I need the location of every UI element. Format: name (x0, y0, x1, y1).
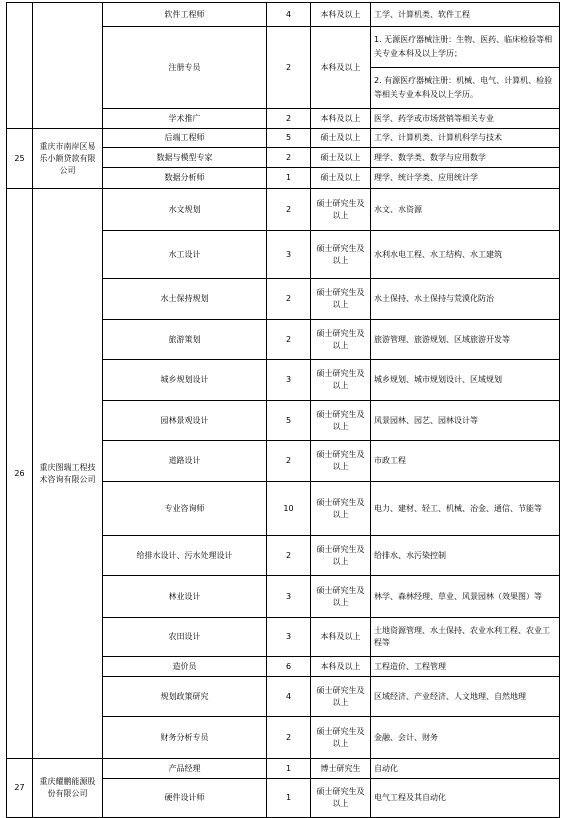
job-title-cell: 硬件设计师 (103, 779, 267, 818)
company-name-cell (33, 3, 103, 129)
major-cell: 金融、会计、财务 (371, 717, 560, 759)
education-cell: 硕士研究生及以上 (311, 536, 371, 576)
headcount-cell: 2 (267, 189, 311, 231)
headcount-cell: 5 (267, 129, 311, 148)
education-cell: 本科及以上 (311, 3, 371, 27)
headcount-cell: 2 (267, 27, 311, 109)
major-cell: 电气工程及其自动化 (371, 779, 560, 818)
job-title-cell: 专业咨询师 (103, 482, 267, 536)
table-row (7, 189, 560, 231)
major-cell: 电力、建材、轻工、机械、冶金、通信、节能等 (371, 482, 560, 536)
job-title-cell: 城乡规划设计 (103, 360, 267, 401)
major-cell: 1. 无源医疗器械注册：生物、医药、临床检验等相关专业本科及以上学历； (371, 27, 560, 68)
headcount-cell: 2 (267, 536, 311, 576)
table-row (7, 3, 560, 27)
job-title-cell: 水土保持规划 (103, 279, 267, 320)
headcount-cell: 2 (267, 441, 311, 482)
education-cell: 硕士研究生及以上 (311, 441, 371, 482)
job-title-cell: 水工设计 (103, 231, 267, 279)
major-cell: 市政工程 (371, 441, 560, 482)
headcount-cell: 3 (267, 618, 311, 657)
job-title-cell: 园林景观设计 (103, 401, 267, 441)
job-title-cell: 后端工程师 (103, 129, 267, 148)
major-cell: 旅游管理、旅游规划、区域旅游开发等 (371, 320, 560, 360)
education-cell: 硕士研究生及以上 (311, 231, 371, 279)
major-cell: 给排水、水污染控制 (371, 536, 560, 576)
education-cell: 本科及以上 (311, 27, 371, 109)
company-name-cell: 重庆图瑞工程技术咨询有限公司 (33, 189, 103, 759)
major-cell: 风景园林、园艺、园林设计等 (371, 401, 560, 441)
serial-number-cell: 27 (7, 759, 33, 818)
education-cell: 硕士及以上 (311, 168, 371, 189)
company-name-cell: 重庆市南岸区易乐小额贷款有限公司 (33, 129, 103, 189)
serial-number-cell: 26 (7, 189, 33, 759)
table-row (7, 759, 560, 779)
job-title-cell: 数据与模型专家 (103, 148, 267, 168)
job-title-cell: 水文规划 (103, 189, 267, 231)
education-cell: 本科及以上 (311, 657, 371, 677)
headcount-cell: 2 (267, 148, 311, 168)
major-cell: 理学、统计学类、应用统计学 (371, 168, 560, 189)
major-cell: 城乡规划、城市规划设计、区域规划 (371, 360, 560, 401)
serial-number-cell (7, 3, 33, 129)
education-cell: 硕士研究生及以上 (311, 482, 371, 536)
headcount-cell: 1 (267, 779, 311, 818)
job-title-cell: 给排水设计、污水处理设计 (103, 536, 267, 576)
headcount-cell: 3 (267, 231, 311, 279)
major-cell: 工学、计算机类、计算机科学与技术 (371, 129, 560, 148)
job-title-cell: 软件工程师 (103, 3, 267, 27)
education-cell: 本科及以上 (311, 618, 371, 657)
education-cell: 硕士研究生及以上 (311, 189, 371, 231)
major-cell: 林学、森林经理、草业、风景园林（效果图）等 (371, 576, 560, 618)
major-cell: 理学、数学类、数学与应用数学 (371, 148, 560, 168)
recruitment-table (6, 2, 560, 818)
major-cell: 工学、计算机类、软件工程 (371, 3, 560, 27)
headcount-cell: 5 (267, 401, 311, 441)
job-title-cell: 数据分析师 (103, 168, 267, 189)
education-cell: 硕士研究生及以上 (311, 677, 371, 717)
job-title-cell: 产品经理 (103, 759, 267, 779)
headcount-cell: 2 (267, 279, 311, 320)
major-cell: 区域经济、产业经济、人文地理、自然地理 (371, 677, 560, 717)
job-title-cell: 财务分析专员 (103, 717, 267, 759)
major-cell: 医学、药学或市场营销等相关专业 (371, 109, 560, 129)
major-cell: 2. 有源医疗器械注册：机械、电气、计算机、检验等相关专业本科及以上学历。 (371, 68, 560, 109)
education-cell: 硕士研究生及以上 (311, 576, 371, 618)
job-title-cell: 注册专员 (103, 27, 267, 109)
headcount-cell: 4 (267, 677, 311, 717)
job-title-cell: 规划政策研究 (103, 677, 267, 717)
major-cell: 水利水电工程、水工结构、水工建筑 (371, 231, 560, 279)
major-cell: 自动化 (371, 759, 560, 779)
education-cell: 硕士研究生及以上 (311, 279, 371, 320)
headcount-cell: 3 (267, 576, 311, 618)
major-cell: 水文、水资源 (371, 189, 560, 231)
headcount-cell: 10 (267, 482, 311, 536)
education-cell: 硕士及以上 (311, 148, 371, 168)
job-title-cell: 农田设计 (103, 618, 267, 657)
headcount-cell: 1 (267, 759, 311, 779)
education-cell: 硕士及以上 (311, 129, 371, 148)
headcount-cell: 1 (267, 168, 311, 189)
headcount-cell: 4 (267, 3, 311, 27)
education-cell: 硕士研究生及以上 (311, 401, 371, 441)
company-name-cell: 重庆耀鹏能源股份有限公司 (33, 759, 103, 818)
education-cell: 硕士研究生及以上 (311, 779, 371, 818)
job-title-cell: 造价员 (103, 657, 267, 677)
headcount-cell: 2 (267, 320, 311, 360)
job-title-cell: 道路设计 (103, 441, 267, 482)
job-title-cell: 学术推广 (103, 109, 267, 129)
major-cell: 水土保持、水土保持与荒漠化防治 (371, 279, 560, 320)
education-cell: 硕士研究生及以上 (311, 717, 371, 759)
headcount-cell: 6 (267, 657, 311, 677)
education-cell: 硕士研究生及以上 (311, 320, 371, 360)
headcount-cell: 2 (267, 109, 311, 129)
major-cell: 工程造价、工程管理 (371, 657, 560, 677)
education-cell: 博士研究生 (311, 759, 371, 779)
job-title-cell: 林业设计 (103, 576, 267, 618)
education-cell: 硕士研究生及以上 (311, 360, 371, 401)
headcount-cell: 2 (267, 717, 311, 759)
table-row (7, 129, 560, 148)
major-cell: 土地资源管理、水土保持、农业水利工程、农业工程等 (371, 618, 560, 657)
serial-number-cell: 25 (7, 129, 33, 189)
headcount-cell: 3 (267, 360, 311, 401)
education-cell: 本科及以上 (311, 109, 371, 129)
job-title-cell: 旅游策划 (103, 320, 267, 360)
